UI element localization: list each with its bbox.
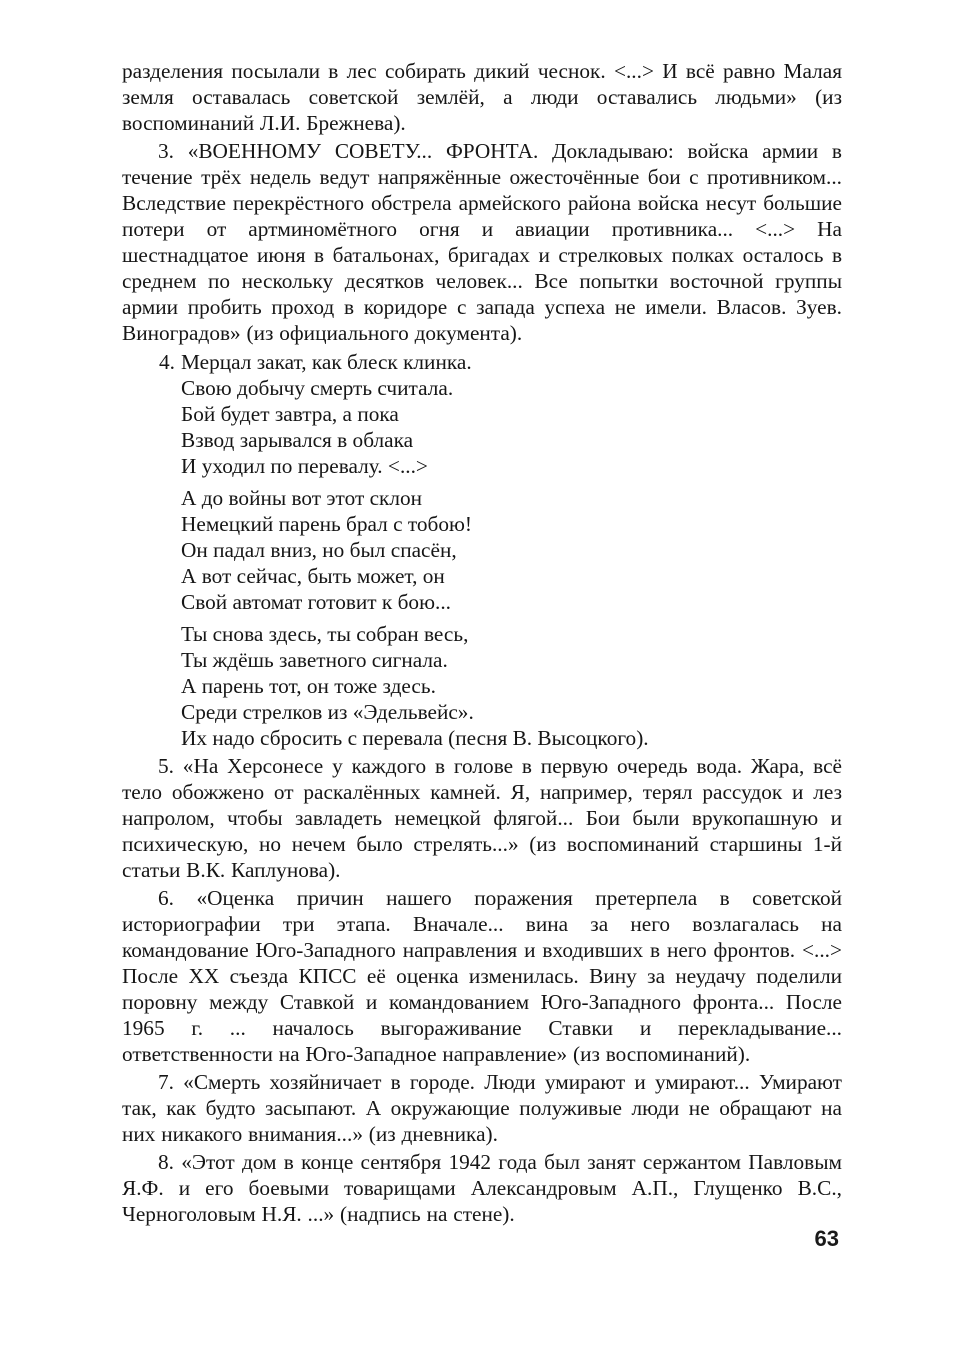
poem-line: Взвод зарывался в облака [181,428,414,452]
paragraph-5: 5. «На Херсонесе у каждого в голове в первую очередь вода. Жара, всё тело обожжено от раскалённых камней. Я, например, терял рассудок и лез напролом, чтобы завладеть немецкой флягой... Бои были врукопашную и психическую, но нечем было стрелять...» (из воспоминаний старшины 1-й статьи В.К. Каплунова). [122,754,842,882]
page-body [122,58,842,1227]
poem-line: А вот сейчас, быть может, он [181,564,445,588]
poem-line: Свой автомат готовит к бою... [181,590,451,614]
poem-stanza-3 [181,621,842,751]
poem-line: Свою добычу смерть считала. [181,376,454,400]
paragraph-8: 8. «Этот дом в конце сентября 1942 года был занят сержантом Павловым Я.Ф. и его боевыми товарищами Александровым А.П., Глущенко В.С., Черноголовым Н.Я. ...» (надпись на стене). [122,1150,842,1226]
poem-line: Их надо сбросить с перевала (песня В. Высоцкого). [181,726,649,750]
poem-line: А парень тот, он тоже здесь. [181,674,436,698]
poem-line: А до войны вот этот склон [181,486,423,510]
paragraph-6: 6. «Оценка причин нашего поражения претерпела в советской историографии три этапа. Вначале... вина за него возлагалась на командование Юго-Западного направления и входивших в него фронтов. <...> После XX съезда КПСС её оценка изменилась. Вину за неудачу поделили поровну между Ставкой и командованием Юго-Западного фронта... После 1965 г. ... началось выгораживание Ставки и перекладывание... ответственности на Юго-Западное направление» (из воспоминаний). [122,886,842,1066]
poem-stanza-2 [181,485,842,615]
poem-line: И уходил по перевалу. <...> [181,454,428,478]
paragraph-continuation: разделения посылали в лес собирать дикий чеснок. <...> И всё равно Малая земля оставалась советской землёй, а люди оставались людьми» (из воспоминаний Л.И. Брежнева). [122,59,842,135]
poem-line: Ты ждёшь заветного сигнала. [181,648,448,672]
poem-number: 4. [159,350,175,374]
page-number: 63 [814,1226,839,1251]
poem-stanza-1 [159,349,842,479]
poem-line: Он падал вниз, но был спасён, [181,538,457,562]
poem-line: Бой будет завтра, а пока [181,402,399,426]
paragraph-7: 7. «Смерть хозяйничает в городе. Люди умирают и умирают... Умирают так, как будто засыпают. А окружающие полуживые люди не обращают на них никакого внимания...» (из дневника). [122,1070,842,1146]
poem-line: Среди стрелков из «Эдельвейс». [181,700,474,724]
paragraph-3: 3. «ВОЕННОМУ СОВЕТУ... ФРОНТА. Докладываю: войска армии в течение трёх недель ведут напряжённые ожесточённые бои с противником... Вследствие перекрёстного обстрела армейского района войска несут большие потери от артминомётного огня и авиации противника... <...> На шестнадцатое июня в батальонах, бригадах и стрелковых полках осталось в среднем по нескольку десятков человек... Все попытки восточной группы армии пробить проход в коридоре с запада успеха не имели. Власов. Зуев. Виноградов» (из официального документа). [122,139,842,345]
poem-line: Немецкий парень брал с тобою! [181,512,473,536]
poem-4 [122,349,842,751]
poem-line: Ты снова здесь, ты собран весь, [181,622,469,646]
poem-line: 4. Мерцал закат, как блеск клинка. [122,349,842,375]
